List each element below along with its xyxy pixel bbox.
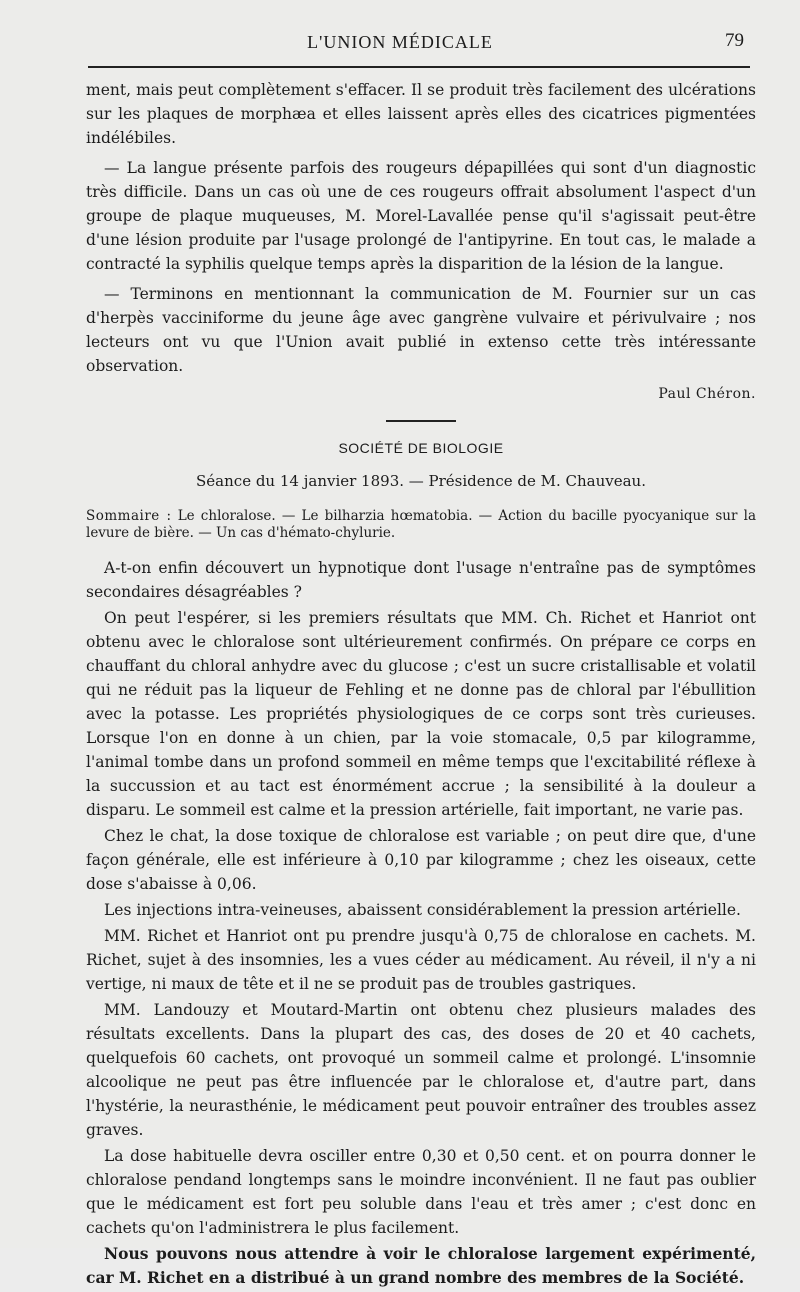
paragraph-1: A-t-on enfin découvert un hypnotique dont l'usage n'entraîne pas de symptômes secondaires désagréables ? (86, 559, 756, 601)
author-signature: Paul Chéron. (658, 386, 756, 402)
paragraph-fournier: — Terminons en mentionnant la communication de M. Fournier sur un cas d'herpès vacciniforme du jeune âge avec gangrène vulvaire et périvulvaire ; nos lecteurs ont vu que l'Union avait publié in extenso cette très intéressante observation. (86, 285, 756, 375)
header-rule (88, 66, 750, 68)
summary-label: Sommaire : (86, 508, 172, 524)
paragraph-7: La dose habituelle devra osciller entre 0,30 et 0,50 cent. et on pourra donner le chloralose pendand longtemps sans le moindre inconvénient. Il ne faut pas oublier que le médicament est fort peu soluble dans l'eau et très amer ; c'est donc en cachets qu'on l'administrera le plus facilement. (86, 1147, 756, 1237)
paragraph-2: On peut l'espérer, si les premiers résultats que MM. Ch. Richet et Hanriot ont obtenu avec le chloralose sont ultérieurement confirmés. On prépare ce corps en chauffant du chloral anhydre avec du glucose ; c'est un sucre cristallisable et volatil qui ne réduit pas la liqueur de Fehling et ne donne pas de chloral par l'ébullition avec la potasse. Les propriétés physiologiques de ce corps sont très curieuses. Lorsque l'on en donne à un chien, par la voie stomacale, 0,5 par kilogramme, l'animal tombe dans un profond sommeil en même temps que l'excitabilité réflexe à la succussion et au tact est énormément accrue ; la sensibilité à la douleur a disparu. Le sommeil est calme et la pression artérielle, fait important, ne varie pas. (86, 609, 756, 819)
seance-line: Séance du 14 janvier 1893. — Présidence de M. Chauveau. (196, 472, 646, 490)
article-body (86, 78, 756, 1292)
section-heading: SOCIÉTÉ DE BIOLOGIE (338, 440, 504, 456)
section-divider (386, 420, 456, 422)
paragraph-5: MM. Richet et Hanriot ont pu prendre jusqu'à 0,75 de chloralose en cachets. M. Richet, sujet à des insomnies, les a vues céder au médicament. Au réveil, il n'y a ni vertige, ni maux de tête et il ne se produit pas de troubles gastriques. (86, 927, 756, 993)
paragraph-3: Chez le chat, la dose toxique de chloralose est variable ; on peut dire que, d'une façon générale, elle est inférieure à 0,10 par kilogramme ; chez les oiseaux, cette dose s'abaisse à 0,06. (86, 827, 756, 893)
paragraph-langue: — La langue présente parfois des rougeurs dépapillées qui sont d'un diagnostic très difficile. Dans un cas où une de ces rougeurs offrait absolument l'aspect d'un groupe de plaque muqueuses, M. Morel-Lavallée pense qu'il s'agissait peut-être d'une lésion produite par l'usage prolongé de l'antipyrine. En tout cas, le malade a contracté la syphilis quelque temps après la disparition de la lésion de la langue. (86, 159, 756, 273)
paragraph-8: Nous pouvons nous attendre à voir le chloralose largement expérimenté, car M. Richet en a distribué à un grand nombre des membres de la Société. (86, 1244, 756, 1287)
running-title: L'UNION MÉDICALE (307, 32, 493, 52)
page-number: 79 (725, 30, 744, 51)
summary-text: Le chloralose. — Le bilharzia hœmatobia. — Action du bacille pyocyanique sur la levure de bière. — Un cas d'hémato-chylurie. (86, 508, 756, 541)
paragraph-6: MM. Landouzy et Moutard-Martin ont obtenu chez plusieurs malades des résultats excellents. Dans la plupart des cas, des doses de 20 et 40 cachets, quelquefois 60 cachets, ont provoqué un sommeil calme et prolongé. L'insomnie alcoolique ne peut pas être influencée par le chloralose et, d'autre part, dans l'hystérie, la neurasthénie, le médicament peut pouvoir entraîner des troubles assez graves. (86, 1001, 756, 1139)
summary (86, 508, 756, 542)
paragraph-4: Les injections intra-veineuses, abaissent considérablement la pression artérielle. (104, 901, 741, 919)
paragraph-continuation: ment, mais peut complètement s'effacer. Il se produit très facilement des ulcérations sur les plaques de morphæa et elles laissent après elles des cicatrices pigmentées indélébiles. (86, 81, 756, 147)
